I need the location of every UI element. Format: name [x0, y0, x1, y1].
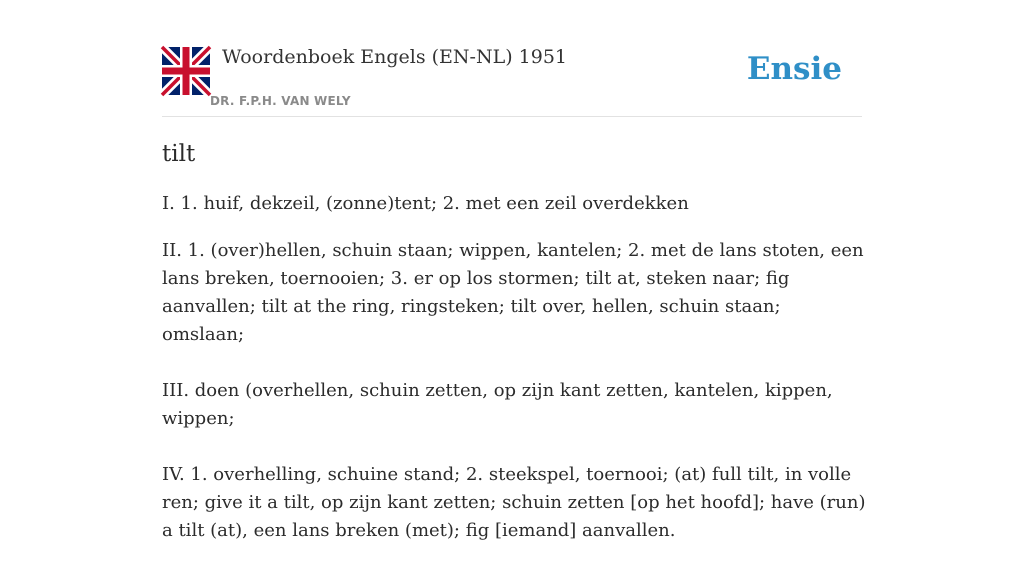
dictionary-author: DR. F.P.H. VAN WELY [210, 94, 351, 108]
entry-content [162, 138, 866, 564]
dictionary-header [162, 44, 862, 117]
entry-sense-3: III. doen (overhellen, schuin zetten, op zijn kant zetten, kantelen, kippen, wippen; [162, 380, 833, 429]
uk-flag-icon [162, 47, 210, 95]
entry-sense-1: I. 1. huif, dekzeil, (zonne)tent; 2. met een zeil overdekken [162, 193, 689, 214]
brand-logo[interactable]: Ensie [746, 51, 842, 87]
dictionary-title[interactable]: Woordenboek Engels (EN-NL) 1951 [222, 46, 567, 68]
entry-sense-4: IV. 1. overhelling, schuine stand; 2. steekspel, toernooi; (at) full tilt, in volle ren; give it a tilt, op zijn kant zetten; schuin zetten [op het hoofd]; have (run) a tilt (at), een lans breken (met); fig [iemand] aanvallen. [162, 464, 866, 541]
entry-sense-2: II. 1. (over)hellen, schuin staan; wippen, kantelen; 2. met de lans stoten, een lans breken, toernooien; 3. er op los stormen; tilt at, steken naar; fig aanvallen; tilt at the ring, ringsteken; tilt over, hellen, schuin staan; omslaan; [162, 240, 864, 345]
entry-headword: tilt [162, 141, 196, 167]
